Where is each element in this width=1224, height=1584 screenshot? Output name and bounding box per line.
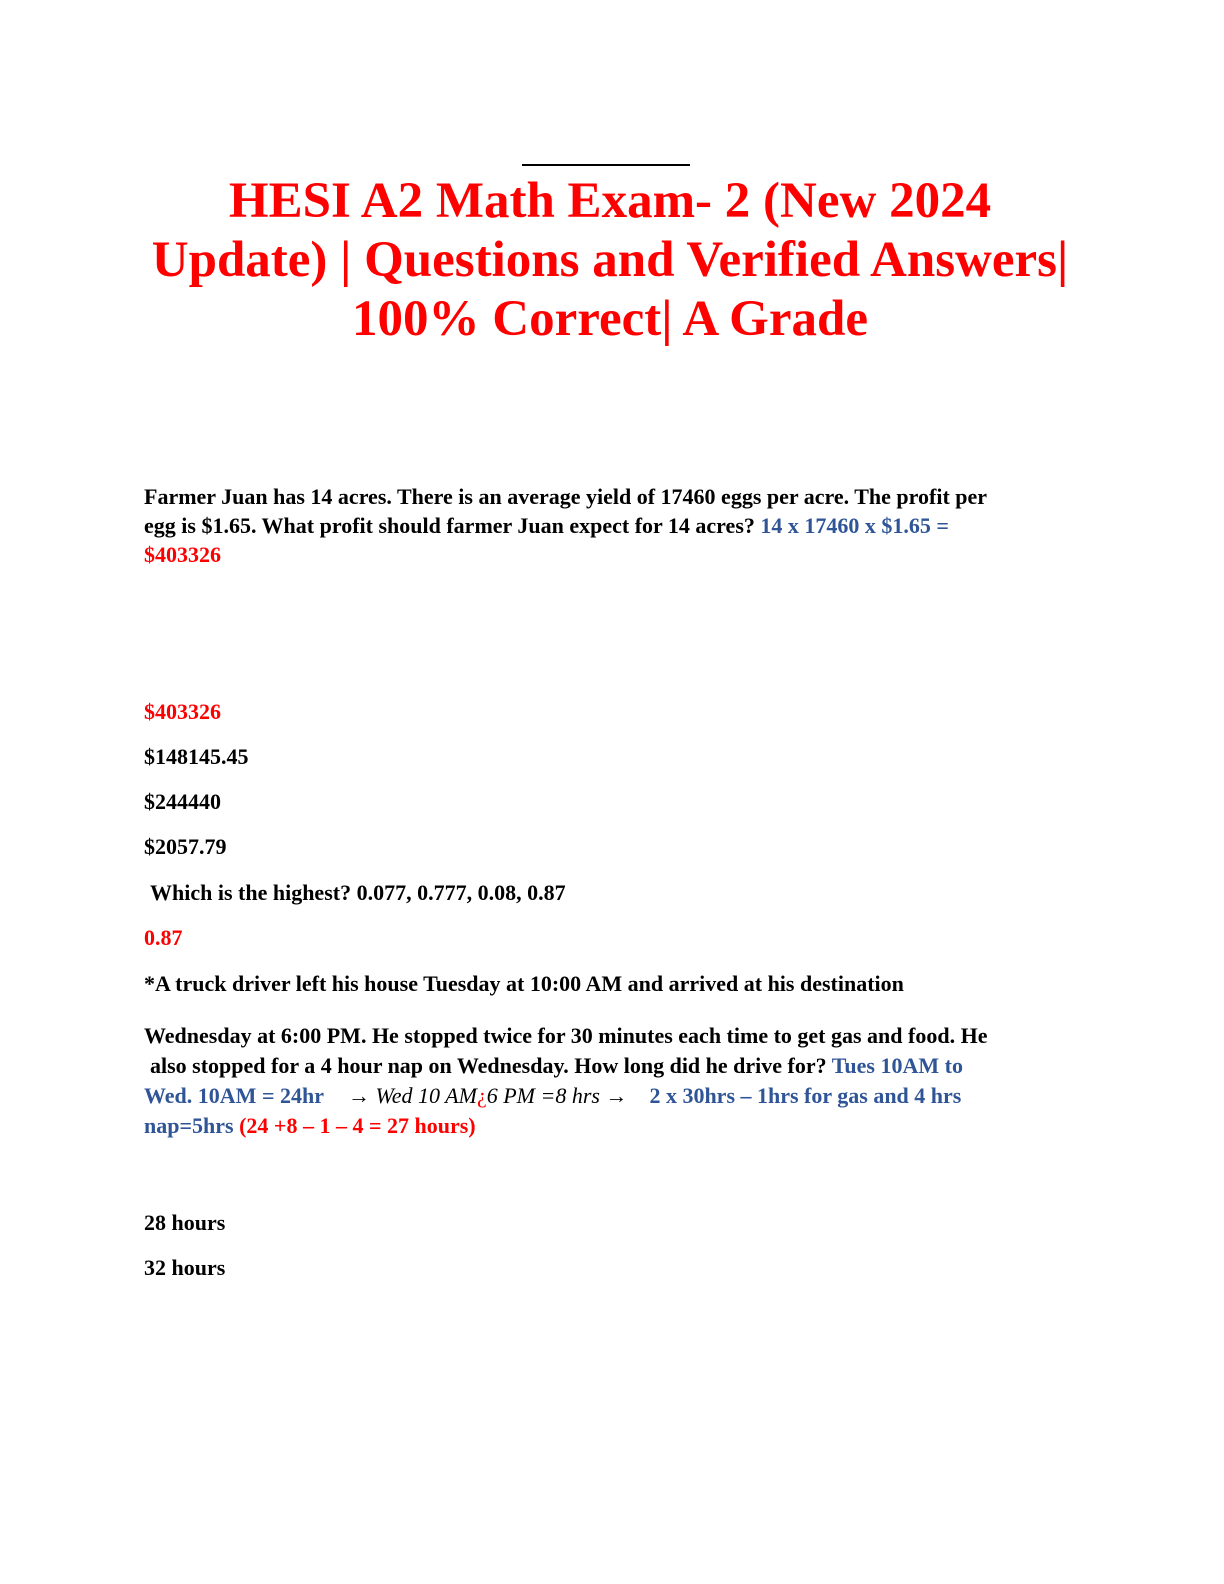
q3-option: 28 hours bbox=[144, 1210, 226, 1235]
q3-math: 6 PM =8 hrs → bbox=[486, 1083, 628, 1108]
q3-work-line bbox=[144, 1081, 961, 1111]
q2-answer: 0.87 bbox=[144, 925, 183, 950]
q1-option: $2057.79 bbox=[144, 834, 227, 859]
q3-text-cont: also stopped for a 4 hour nap on Wednesday. How long did he drive for? bbox=[150, 1053, 827, 1078]
q1-text-cont: egg is $1.65. What profit should farmer Juan expect for 14 acres? bbox=[144, 513, 755, 538]
title-line: 100% Correct| A Grade bbox=[352, 291, 868, 347]
q3-answer: (24 +8 – 1 – 4 = 27 hours) bbox=[239, 1113, 476, 1138]
title-line: Update) | Questions and Verified Answers| bbox=[151, 232, 1069, 288]
q3-text: Wednesday at 6:00 PM. He stopped twice for 30 minutes each time to get gas and food. He bbox=[144, 1023, 988, 1048]
q3-work: Tues 10AM to bbox=[831, 1053, 963, 1078]
q3-math-glyph: ¿ bbox=[476, 1083, 487, 1108]
q1-option: $244440 bbox=[144, 789, 221, 814]
q3-work: 2 x 30hrs – 1hrs for gas and 4 hrs bbox=[649, 1083, 962, 1108]
document-title bbox=[100, 172, 1120, 349]
q3-math: → Wed 10 AM bbox=[347, 1083, 477, 1108]
q3-work-line bbox=[144, 1111, 476, 1141]
q1-text: Farmer Juan has 14 acres. There is an average yield of 17460 eggs per acre. The profit per bbox=[144, 484, 988, 509]
header-rule bbox=[522, 164, 690, 166]
q1-work: 14 x 17460 x $1.65 = bbox=[760, 513, 949, 538]
q3-text: *A truck driver left his house Tuesday at 10:00 AM and arrived at his destination bbox=[144, 971, 904, 996]
q1-text bbox=[144, 511, 949, 541]
q3-work: Wed. 10AM = 24hr bbox=[144, 1083, 324, 1108]
q1-option: $403326 bbox=[144, 699, 221, 724]
q1-answer: $403326 bbox=[144, 542, 221, 567]
title-line: HESI A2 Math Exam- 2 (New 2024 bbox=[228, 173, 992, 229]
q3-work: nap=5hrs bbox=[144, 1113, 234, 1138]
q3-text bbox=[150, 1051, 963, 1081]
q3-option: 32 hours bbox=[144, 1255, 226, 1280]
q2-question: Which is the highest? 0.077, 0.777, 0.08, 0.87 bbox=[150, 880, 566, 905]
q1-option: $148145.45 bbox=[144, 744, 249, 769]
